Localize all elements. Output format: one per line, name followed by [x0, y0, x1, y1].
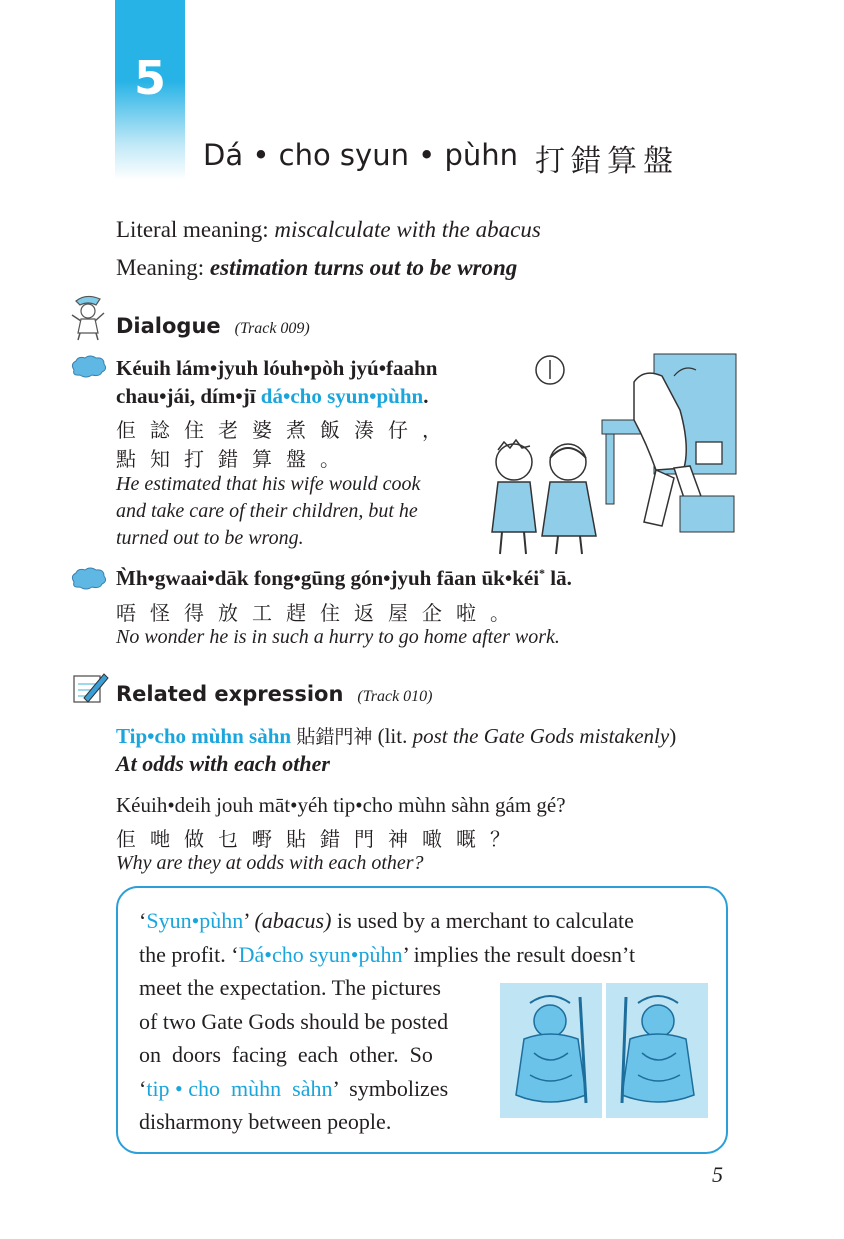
- literal-label: Literal meaning:: [116, 217, 275, 242]
- related-lit-close: ): [669, 724, 677, 748]
- literal-meaning: [116, 217, 541, 243]
- note-l6-highlight: tip • cho mùhn sàhn: [146, 1075, 333, 1101]
- dialogue-illustration: [484, 350, 739, 560]
- speech-bubble-icon: [68, 566, 108, 592]
- note-line-5: on doors facing each other. So: [139, 1042, 433, 1067]
- gate-god-left-image: [500, 983, 602, 1118]
- dialogue-1-rom-b: [116, 384, 428, 409]
- chapter-tab: [115, 0, 185, 180]
- note-line-4: of two Gate Gods should be posted: [139, 1008, 449, 1034]
- note-l1-italic: (abacus): [254, 908, 332, 933]
- title-romanization: Dá • cho syun • pùhn: [203, 138, 519, 172]
- dialogue-heading-text: Dialogue: [116, 314, 221, 338]
- notepad-pencil-icon: [70, 670, 110, 706]
- dialogue-1-english-c: turned out to be wrong.: [116, 527, 304, 549]
- related-term-line: [116, 722, 676, 749]
- related-example-english: Why are they at odds with each other?: [116, 852, 424, 874]
- dialogue-1-period: .: [423, 384, 429, 408]
- related-heading: [116, 682, 433, 706]
- related-lit-open: (lit.: [372, 724, 413, 748]
- dialogue-1-rom-b-text: chau•jái, dím•jī: [116, 384, 261, 408]
- related-example-chinese: 佢哋做乜嘢貼錯門神噉嘅？: [116, 827, 524, 851]
- gate-god-right-image: [606, 983, 708, 1118]
- dialogue-2-rom-end: lā.: [545, 566, 572, 590]
- related-example-rom: Kéuih•deih jouh māt•yéh tip•cho mùhn sàhn gám gé?: [116, 793, 566, 817]
- dialogue-1-rom-a: Kéuih lám•jyuh lóuh•pòh jyú•faahn: [116, 356, 438, 380]
- page-number: 5: [712, 1162, 723, 1187]
- meaning-label: Meaning:: [116, 255, 210, 280]
- chapter-number: 5: [133, 51, 166, 105]
- dialogue-1-chinese-b: 點知打錯算盤。: [116, 447, 354, 471]
- note-line-2: [139, 938, 635, 972]
- related-meaning: At odds with each other: [116, 751, 330, 776]
- note-l1-quote-open: ‘: [139, 908, 147, 933]
- note-line-7: disharmony between people.: [139, 1109, 392, 1134]
- related-term: Tip•cho mùhn sàhn: [116, 724, 292, 748]
- speech-bubble-icon: [68, 354, 108, 380]
- note-l6-quote-open: ‘: [139, 1075, 147, 1101]
- note-l6-rest: ’ symbolizes: [332, 1075, 449, 1101]
- dialogue-track: (Track 009): [234, 320, 310, 337]
- note-l2-rest: ’ implies the result doesn’t: [402, 941, 636, 967]
- title-chinese: 打錯算盤: [535, 144, 679, 179]
- note-l1-rest: is used by a merchant to calculate: [331, 908, 634, 933]
- note-l1-quote-close: ’: [243, 908, 255, 933]
- related-term-chinese: 貼錯門神: [296, 726, 373, 748]
- related-heading-text: Related expression: [116, 682, 344, 706]
- dialogue-1-chinese-a: 佢諗住老婆煮飯湊仔，: [116, 418, 456, 442]
- dialogue-2-rom-text: M̀h•gwaai•dāk fong•gūng gón•jyuh fāan ūk•kéi: [116, 566, 540, 590]
- speaker-figure-icon: [66, 293, 108, 341]
- dialogue-2-chinese: 唔怪得放工趕住返屋企啦。: [116, 601, 524, 625]
- note-line-1: [139, 904, 635, 938]
- related-track: (Track 010): [357, 688, 433, 705]
- dialogue-2-asterisk: *: [539, 566, 546, 580]
- literal-value: miscalculate with the abacus: [274, 217, 541, 242]
- meaning-value: estimation turns out to be wrong: [209, 255, 518, 280]
- dialogue-2-english: No wonder he is in such a hurry to go home after work.: [116, 626, 560, 648]
- dialogue-heading: [116, 314, 310, 338]
- related-lit-value: post the Gate Gods mistakenly: [412, 724, 670, 748]
- note-l1-highlight: Syun•pùhn: [146, 908, 244, 933]
- note-l2-highlight: Dá•cho syun•pùhn: [238, 941, 403, 967]
- meaning: [116, 255, 517, 281]
- dialogue-1-highlight: dá•cho syun•pùhn: [260, 384, 424, 408]
- dialogue-1-english-b: and take care of their children, but he: [116, 500, 418, 522]
- dialogue-2-rom: [116, 566, 572, 591]
- note-l2-start: the profit. ‘: [139, 941, 239, 967]
- dialogue-1-english-a: He estimated that his wife would cook: [116, 473, 421, 495]
- note-line-3: meet the expectation. The pictures: [139, 975, 441, 1000]
